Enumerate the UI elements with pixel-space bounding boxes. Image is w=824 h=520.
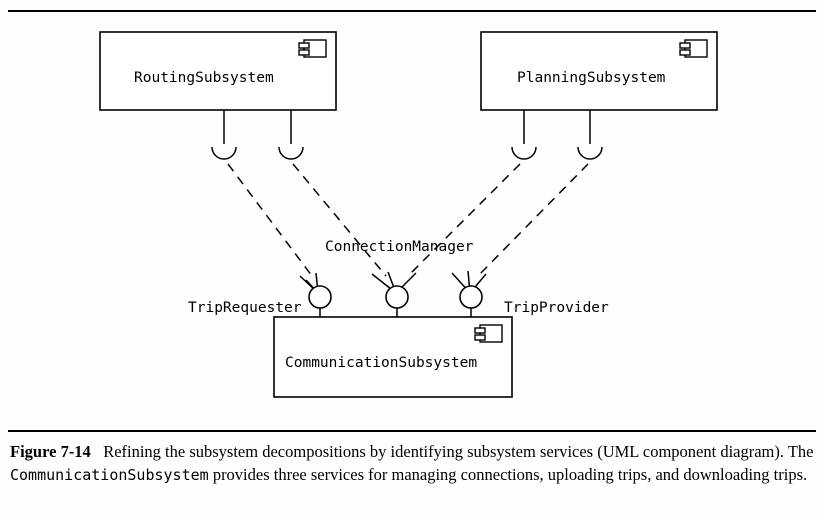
bottom-divider-rule [8, 430, 816, 432]
provided-interface-trip-requester [309, 286, 331, 317]
figure-number: Figure 7-14 [10, 442, 91, 461]
figure-caption [10, 441, 816, 487]
component-icon-planning [680, 40, 707, 57]
caption-text-part1: Refining the subsystem decompositions by identifying subsystem services (UML component diagram). The [103, 442, 814, 461]
component-label-communication: CommunicationSubsystem [285, 355, 478, 371]
required-interface-socket-routing-left [212, 110, 236, 159]
interface-label-trip-requester: TripRequester [188, 300, 302, 316]
provided-interface-trip-provider [460, 286, 482, 317]
required-interface-socket-planning-right [578, 110, 602, 159]
component-icon-routing [299, 40, 326, 57]
provided-interface-connection-manager [386, 286, 408, 317]
component-diagram [0, 14, 824, 426]
component-icon-communication [475, 325, 502, 342]
interface-label-connection-manager: ConnectionManager [325, 239, 474, 255]
component-label-planning: PlanningSubsystem [517, 70, 666, 86]
component-label-routing: RoutingSubsystem [134, 70, 274, 86]
caption-text-part2: provides three services for managing connections, uploading trips, and downloading trips. [208, 464, 808, 484]
interface-label-trip-provider: TripProvider [504, 300, 609, 316]
dependency-lines [228, 164, 588, 276]
caption-spacer [91, 442, 103, 461]
required-interface-socket-routing-right [279, 110, 303, 159]
caption-mono-communication-subsystem: CommunicationSubsystem [10, 465, 209, 484]
top-divider-rule [8, 10, 816, 12]
required-interface-socket-planning-left [512, 110, 536, 159]
